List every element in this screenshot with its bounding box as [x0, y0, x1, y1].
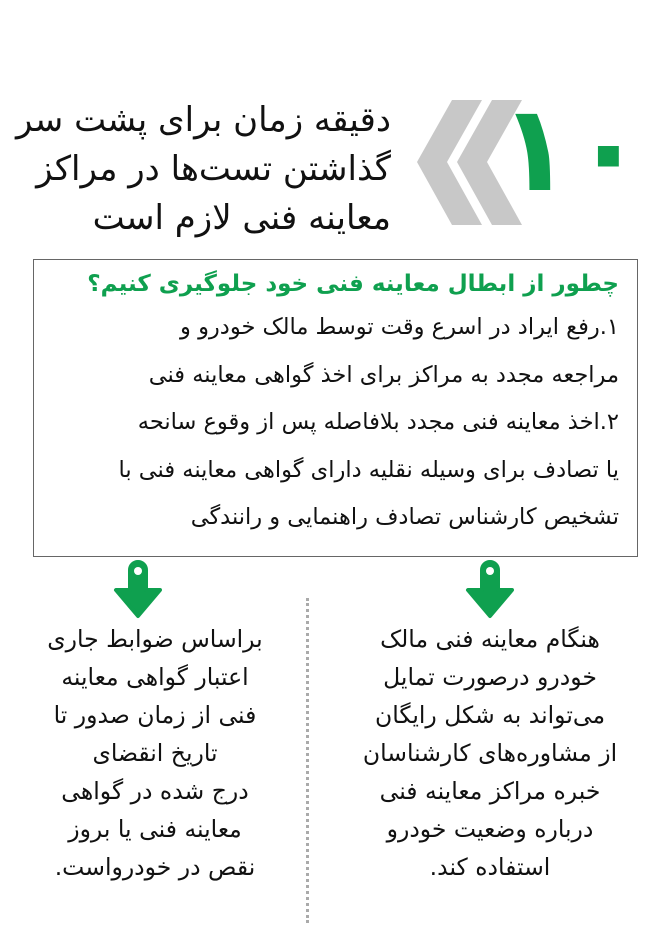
dotted-divider	[306, 598, 309, 923]
double-chevron-left-icon	[412, 100, 527, 225]
headline	[0, 96, 391, 243]
down-arrow-icon	[108, 560, 168, 620]
tips-title: چطور از ابطال معاینه فنی خود جلوگیری کنیم؟	[87, 271, 619, 297]
text-line: نقص در خودرواست.	[54, 853, 256, 881]
text-line: درباره وضعیت خودرو	[386, 815, 594, 843]
tips-line: ۱.رفع ایراد در اسرع وقت توسط مالک خودرو و	[180, 314, 619, 340]
right-column-text	[340, 620, 640, 886]
tips-line: یا تصادف برای وسیله نقلیه دارای گواهی معاینه فنی با	[118, 456, 619, 483]
text-line: درج شده در گواهی	[61, 777, 249, 805]
text-line: خبره مراکز معاینه فنی	[379, 777, 601, 805]
text-line: براساس ضوابط جاری	[47, 625, 263, 653]
headline-line: دقیقه زمان برای پشت سر	[16, 100, 391, 140]
left-column-text	[5, 620, 305, 886]
headline-line: معاینه فنی لازم است	[92, 198, 391, 238]
text-line: اعتبار گواهی معاینه	[61, 663, 249, 691]
text-line: معاینه فنی یا بروز	[68, 815, 242, 843]
text-line: تاریخ انقضای	[92, 739, 218, 767]
down-arrow-icon	[460, 560, 520, 620]
tips-line: تشخیص کارشناس تصادف راهنمایی و رانندگی	[190, 504, 619, 530]
headline-line: گذاشتن تست‌ها در مراکز	[36, 149, 391, 189]
tips-box	[33, 259, 638, 557]
big-number: ۱۰	[498, 80, 645, 219]
text-line: هنگام معاینه فنی مالک	[380, 625, 600, 653]
tips-line: مراجعه مجدد به مراکز برای اخذ گواهی معاینه فنی	[148, 361, 619, 388]
text-line: استفاده کند.	[429, 853, 551, 881]
text-line: از مشاوره‌های کارشناسان	[362, 739, 618, 767]
tips-line: ۲.اخذ معاینه فنی مجدد بلافاصله پس از وقوع سانحه	[137, 409, 619, 435]
text-line: می‌تواند به شکل رایگان	[374, 701, 606, 729]
text-line: خودرو درصورت تمایل	[383, 663, 597, 691]
text-line: فنی از زمان صدور تا	[53, 701, 257, 729]
